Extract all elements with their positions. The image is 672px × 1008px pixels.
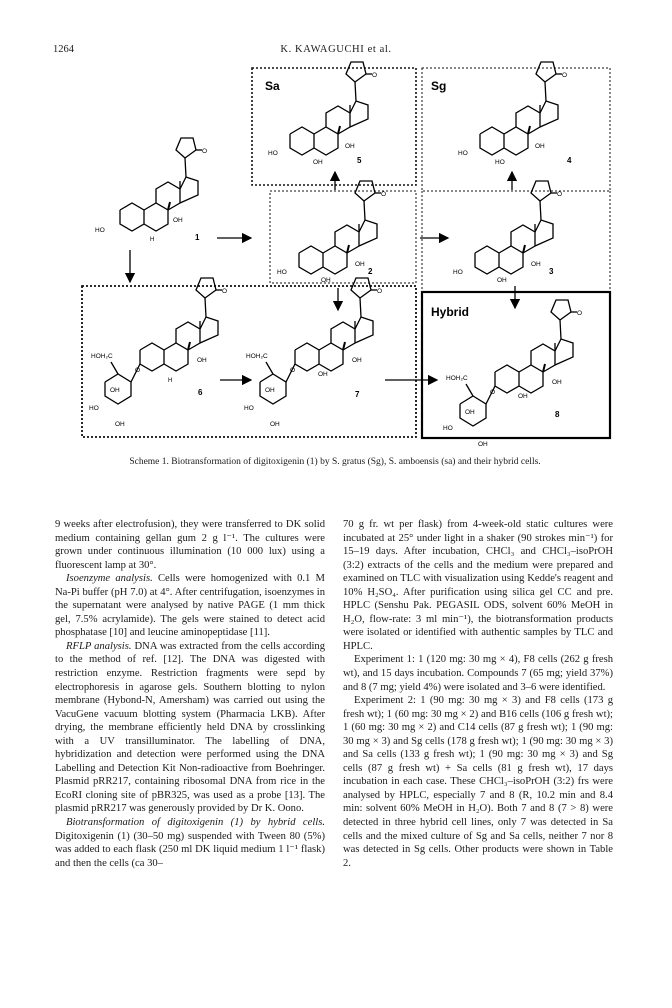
compound-label-1: 1 <box>195 233 200 242</box>
svg-text:OH: OH <box>355 261 365 268</box>
compound-label-7: 7 <box>355 390 360 399</box>
svg-text:OH: OH <box>197 357 207 364</box>
paragraph: Experiment 1: 1 (120 mg: 30 mg × 4), F8 cells (262 g fresh wt), and 15 days incubation. Compounds 7 (65 mg; yield 37%) and 8 (7 mg; yield 4%) were isolated and 3–6 were identified. <box>343 654 613 693</box>
paragraph: 9 weeks after electrofusion), they were transferred to DK solid medium containing gellan gum 2 g l⁻¹. The cultures were grown under continuous illumination (10 000 lux) using a fluorescent lamp at 30°. <box>55 519 325 571</box>
svg-text:OH: OH <box>318 371 328 378</box>
box-label-sg: Sg <box>431 79 447 93</box>
compound-label-5: 5 <box>357 156 362 165</box>
box-label-sa: Sa <box>265 79 280 93</box>
scheme-caption: Scheme 1. Biotransformation of digitoxigenin (1) by S. gratus (Sg), S. amboensis (sa) and their hybrid cells. <box>129 457 541 467</box>
paragraph: 70 g fr. wt per flask) from 4-week-old static cultures were incubated at 25° under light in a shaker (90 strokes min⁻¹) for 15–19 days. After incubation, CHCl₃ and CHCl₃–isoPrOH (3:2) extracts of the cells and the medium were prepared and examined on TLC with visualization using Kedde's reagent and 10% H₂SO₄. After purification using silica gel CC and pre. HPLC (Senshu Pak. PEGASIL ODS, solvent 60% MeOH in H₂O, flow-rate: 3 ml min⁻¹), the biotransformation products were isolated or identified with authentic samples by TLC and HPLC. <box>343 519 613 652</box>
svg-text:O: O <box>377 288 383 295</box>
svg-text:OH: OH <box>313 159 323 166</box>
svg-text:O: O <box>202 148 208 155</box>
compound-6-structure <box>89 278 227 428</box>
paragraph <box>55 572 325 640</box>
svg-text:O: O <box>381 191 387 198</box>
svg-text:OH: OH <box>345 143 355 150</box>
svg-text:H: H <box>168 378 173 384</box>
svg-text:OH: OH <box>265 387 275 394</box>
paragraph-text: Cells were homogenized with 0.1 M Na-Pi buffer (pH 7.0) at 4°. After centrifugation, isoenzymes in the supernatant were analysed by native PAGE (1 mm thick gel, 7.5% acrylamide). The gels were stained to detect acid phosphatase [10] and leucine aminopeptidase [11]. <box>55 573 325 639</box>
compound-7-structure <box>244 278 382 428</box>
svg-text:HO: HO <box>443 425 453 432</box>
svg-text:OH: OH <box>552 379 562 386</box>
section-label: Biotransformation of digitoxigenin (1) by hybrid cells. <box>66 817 325 829</box>
compound-8-structure <box>443 300 582 448</box>
svg-text:O: O <box>290 367 296 374</box>
svg-text:HO: HO <box>95 227 105 234</box>
compound-4-structure <box>458 62 567 166</box>
svg-text:OH: OH <box>270 421 280 428</box>
svg-text:HO: HO <box>277 269 287 276</box>
compound-label-4: 4 <box>567 156 572 165</box>
svg-text:OH: OH <box>478 441 488 448</box>
svg-text:HOH₂C: HOH₂C <box>246 353 268 360</box>
svg-text:OH: OH <box>352 357 362 364</box>
paragraph <box>55 640 325 816</box>
svg-text:OH: OH <box>535 143 545 150</box>
svg-text:HO: HO <box>244 405 254 412</box>
svg-text:OH: OH <box>531 261 541 268</box>
paragraph-text: Digitoxigenin (1) (30–50 mg) suspended with Tween 80 (5%) was added to each flask (250 ml DK liquid medium 1 l⁻¹ flask) and then the cells (ca 30– <box>55 830 325 869</box>
svg-text:O: O <box>222 288 228 295</box>
svg-text:O: O <box>135 367 141 374</box>
svg-text:OH: OH <box>115 421 125 428</box>
svg-text:O: O <box>490 389 496 396</box>
svg-text:O: O <box>562 72 568 79</box>
svg-text:HO: HO <box>495 159 505 166</box>
right-column <box>343 518 613 870</box>
compound-label-8: 8 <box>555 410 560 419</box>
box-label-hybrid: Hybrid <box>431 305 470 319</box>
compound-1-structure <box>95 138 207 243</box>
left-column <box>55 518 325 870</box>
compound-label-2: 2 <box>368 267 373 276</box>
svg-text:O: O <box>557 191 563 198</box>
svg-text:O: O <box>372 72 378 79</box>
svg-text:HO: HO <box>89 405 99 412</box>
compound-3-structure <box>453 181 562 284</box>
paragraph <box>55 816 325 870</box>
running-head: K. KAWAGUCHI et al. <box>280 44 392 55</box>
compound-label-3: 3 <box>549 267 554 276</box>
svg-text:OH: OH <box>465 409 475 416</box>
svg-text:O: O <box>577 310 583 317</box>
svg-text:OH: OH <box>518 393 528 400</box>
svg-text:HO: HO <box>453 269 463 276</box>
svg-text:OH: OH <box>173 217 183 224</box>
paragraph-text: DNA was extracted from the cells according to the method of ref. [12]. The DNA was digested with restriction enzyme. Restriction fragments were sepd by electrophoresis in agarose gels. Southern blotting to nylon membrane (Hybond-N, Amersham) was carried out using the VacuGene vacuum blotting system (Pharmacia LKB). After drying, the membrane efficiently held DNA by crosslinking with a UV transilluminator. The labelling of DNA, hybridization and detection were performed using the DNA Labelling and Detection Kit Non-radioactive from Boehringer. Plasmid pRR217, containing ribosomal DNA from rice in the EcoRI cloning site of pBR325, was used as a probe [13]. The plasmid pRR217 was generously provided by Dr K. Oono. <box>55 640 325 815</box>
section-label: Isoenzyme analysis. <box>66 573 153 585</box>
page-number: 1264 <box>53 44 74 55</box>
svg-text:HO: HO <box>458 150 468 157</box>
svg-text:OH: OH <box>321 277 331 284</box>
svg-text:HOH₂C: HOH₂C <box>91 353 113 360</box>
svg-text:OH: OH <box>110 387 120 394</box>
svg-text:HOH₂C: HOH₂C <box>446 375 468 382</box>
section-label: RFLP analysis. <box>66 640 132 652</box>
svg-text:OH: OH <box>497 277 507 284</box>
svg-text:H: H <box>150 237 155 243</box>
paragraph: Experiment 2: 1 (90 mg: 30 mg × 3) and F8 cells (173 g fresh wt); 1 (60 mg: 30 mg × 2) and B16 cells (106 g fresh wt); 1 (60 mg: 30 mg × 2) and C14 cells (87 g fresh wt); 1 (90 mg: 30 mg × 3) and Sg cells (178 g fresh wt); 1 (90 mg: 30 mg × 3) and Sa cells (133 g fresh wt); 1 (90 mg: 30 mg × 3) and Sg cells (87 g fresh wt) + Sa cells (81 g fresh wt), 17 days incubation in each case. These CHCl₃–isoPrOH (3:2) frs were analysed by HPLC, especially 7 and 8 (R, 10.2 min and 8.4 min: solvent 60% MeOH in H₂O). Both 7 and 8 (7 > 8) were detected in three hybrid cell lines, only 7 was detected in Sa cells and the mixed culture of Sg and Sa cells, neither 7 nor 8 was detected in Sg cells. Other products were shown in Table 2. <box>343 695 613 869</box>
svg-text:HO: HO <box>268 150 278 157</box>
compound-5-structure <box>268 62 377 166</box>
scheme-figure <box>55 60 615 452</box>
compound-label-6: 6 <box>198 388 203 397</box>
